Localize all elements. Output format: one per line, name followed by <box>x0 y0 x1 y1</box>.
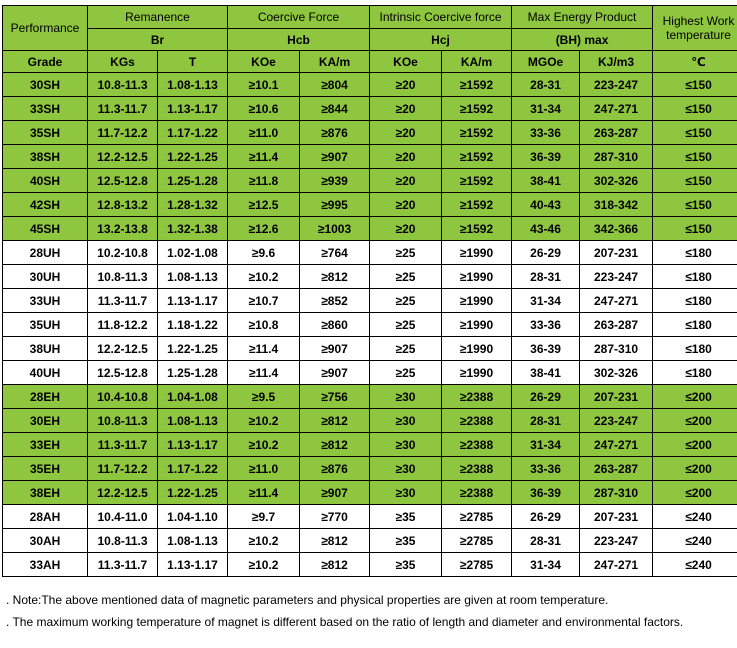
bhmax-mgoe-cell: 31-34 <box>512 289 580 313</box>
hcb-kam-cell: ≥907 <box>300 337 370 361</box>
hcj-koe-cell: ≥25 <box>370 265 442 289</box>
hcj-koe-cell: ≥30 <box>370 433 442 457</box>
bhmax-kjm3-cell: 223-247 <box>580 529 653 553</box>
br-t-cell: 1.08-1.13 <box>158 73 228 97</box>
table-row <box>3 553 737 577</box>
bhmax-mgoe-cell: 28-31 <box>512 73 580 97</box>
max-temp-cell: ≤180 <box>653 289 737 313</box>
hcj-kam-cell: ≥1990 <box>442 361 512 385</box>
grade-cell: 33SH <box>3 97 88 121</box>
table-row <box>3 265 737 289</box>
br-t-cell: 1.28-1.32 <box>158 193 228 217</box>
hcb-kam-cell: ≥804 <box>300 73 370 97</box>
hcj-koe-cell: ≥25 <box>370 289 442 313</box>
intrinsic-coercive-force-header: Intrinsic Coercive force <box>370 6 512 29</box>
hcb-kam-cell: ≥995 <box>300 193 370 217</box>
hcb-kam-cell: ≥764 <box>300 241 370 265</box>
br-kgs-cell: 12.8-13.2 <box>88 193 158 217</box>
table-row <box>3 193 737 217</box>
kjm3-unit-header: KJ/m3 <box>580 51 653 73</box>
bhmax-kjm3-cell: 247-271 <box>580 553 653 577</box>
hcb-kam-cell: ≥852 <box>300 289 370 313</box>
remanence-header: Remanence <box>88 6 228 29</box>
hcj-koe-cell: ≥20 <box>370 193 442 217</box>
max-temp-cell: ≤180 <box>653 313 737 337</box>
hcb-kam-cell: ≥860 <box>300 313 370 337</box>
bhmax-mgoe-cell: 31-34 <box>512 433 580 457</box>
bhmax-mgoe-cell: 38-41 <box>512 361 580 385</box>
bhmax-kjm3-cell: 223-247 <box>580 73 653 97</box>
grade-cell: 30UH <box>3 265 88 289</box>
hcj-koe-cell: ≥20 <box>370 121 442 145</box>
hcj-kam-cell: ≥2388 <box>442 481 512 505</box>
max-temp-cell: ≤150 <box>653 193 737 217</box>
hcj-koe-cell: ≥30 <box>370 457 442 481</box>
bhmax-kjm3-cell: 247-271 <box>580 97 653 121</box>
br-header: Br <box>88 29 228 51</box>
grade-cell: 42SH <box>3 193 88 217</box>
kgs-unit-header: KGs <box>88 51 158 73</box>
table-row <box>3 97 737 121</box>
hcj-kam-cell: ≥1592 <box>442 121 512 145</box>
max-temp-cell: ≤240 <box>653 529 737 553</box>
hcb-kam-cell: ≥907 <box>300 145 370 169</box>
hcj-kam-cell: ≥2388 <box>442 409 512 433</box>
hcb-kam-cell: ≥876 <box>300 121 370 145</box>
hcb-kam-cell: ≥907 <box>300 481 370 505</box>
br-kgs-cell: 10.8-11.3 <box>88 529 158 553</box>
bhmax-mgoe-cell: 38-41 <box>512 169 580 193</box>
bhmax-kjm3-cell: 263-287 <box>580 457 653 481</box>
br-t-cell: 1.32-1.38 <box>158 217 228 241</box>
br-t-cell: 1.22-1.25 <box>158 481 228 505</box>
max-temp-cell: ≤180 <box>653 241 737 265</box>
grade-cell: 30EH <box>3 409 88 433</box>
table-row <box>3 457 737 481</box>
note-max-working-temperature: . The maximum working temperature of magnet is different based on the ratio of length and diameter and environmental factors. <box>6 615 684 629</box>
hcb-kam-cell: ≥1003 <box>300 217 370 241</box>
hcb-kam-cell: ≥812 <box>300 529 370 553</box>
hcb-koe-cell: ≥11.8 <box>228 169 300 193</box>
grade-cell: 35SH <box>3 121 88 145</box>
celsius-unit-header: ℃ <box>653 51 737 73</box>
grade-cell: 30SH <box>3 73 88 97</box>
table-row <box>3 217 737 241</box>
hcb-koe-cell: ≥10.2 <box>228 265 300 289</box>
max-temp-cell: ≤150 <box>653 217 737 241</box>
bhmax-kjm3-cell: 263-287 <box>580 313 653 337</box>
hcb-koe-cell: ≥9.5 <box>228 385 300 409</box>
br-t-cell: 1.25-1.28 <box>158 361 228 385</box>
grade-unit-header: Grade <box>3 51 88 73</box>
hcj-koe-cell: ≥20 <box>370 145 442 169</box>
hcb-kam-cell: ≥812 <box>300 433 370 457</box>
br-kgs-cell: 12.2-12.5 <box>88 145 158 169</box>
max-temp-cell: ≤180 <box>653 337 737 361</box>
hcj-kam-cell: ≥2388 <box>442 433 512 457</box>
bhmax-mgoe-cell: 43-46 <box>512 217 580 241</box>
table-row <box>3 385 737 409</box>
max-energy-product-header: Max Energy Product <box>512 6 653 29</box>
coercive-force-header: Coercive Force <box>228 6 370 29</box>
bhmax-mgoe-cell: 33-36 <box>512 121 580 145</box>
hcj-koe-cell: ≥25 <box>370 361 442 385</box>
max-temp-cell: ≤180 <box>653 265 737 289</box>
grade-cell: 40UH <box>3 361 88 385</box>
table-row <box>3 361 737 385</box>
hcj-koe-cell: ≥25 <box>370 337 442 361</box>
max-temp-cell: ≤180 <box>653 361 737 385</box>
br-kgs-cell: 12.2-12.5 <box>88 481 158 505</box>
koe-unit-header: KOe <box>228 51 300 73</box>
hcb-koe-cell: ≥11.4 <box>228 145 300 169</box>
hcb-koe-cell: ≥10.6 <box>228 97 300 121</box>
bhmax-mgoe-cell: 33-36 <box>512 313 580 337</box>
br-t-cell: 1.17-1.22 <box>158 121 228 145</box>
max-temp-cell: ≤200 <box>653 409 737 433</box>
bhmax-kjm3-cell: 223-247 <box>580 265 653 289</box>
hcb-header: Hcb <box>228 29 370 51</box>
hcb-kam-cell: ≥876 <box>300 457 370 481</box>
br-t-cell: 1.08-1.13 <box>158 265 228 289</box>
hcb-koe-cell: ≥10.2 <box>228 433 300 457</box>
hcj-koe-cell: ≥30 <box>370 385 442 409</box>
hcb-koe-cell: ≥9.7 <box>228 505 300 529</box>
hcb-kam-cell: ≥756 <box>300 385 370 409</box>
hcj-kam-cell: ≥1990 <box>442 241 512 265</box>
grade-cell: 33AH <box>3 553 88 577</box>
mgoe-unit-header: MGOe <box>512 51 580 73</box>
bhmax-kjm3-cell: 247-271 <box>580 433 653 457</box>
br-kgs-cell: 12.2-12.5 <box>88 337 158 361</box>
br-kgs-cell: 11.3-11.7 <box>88 289 158 313</box>
hcj-kam-cell: ≥1592 <box>442 97 512 121</box>
grade-cell: 28UH <box>3 241 88 265</box>
grade-cell: 38EH <box>3 481 88 505</box>
hcj-kam-cell: ≥1592 <box>442 217 512 241</box>
hcj-kam-cell: ≥1592 <box>442 145 512 169</box>
hcj-kam-cell: ≥1990 <box>442 265 512 289</box>
hcj-koe-cell: ≥35 <box>370 529 442 553</box>
br-kgs-cell: 11.8-12.2 <box>88 313 158 337</box>
bhmax-kjm3-cell: 302-326 <box>580 361 653 385</box>
bhmax-mgoe-cell: 26-29 <box>512 385 580 409</box>
hcb-koe-cell: ≥10.8 <box>228 313 300 337</box>
hcj-koe-cell: ≥30 <box>370 409 442 433</box>
max-temp-cell: ≤150 <box>653 73 737 97</box>
bhmax-mgoe-cell: 26-29 <box>512 241 580 265</box>
grade-rows <box>3 73 737 577</box>
grade-cell: 33UH <box>3 289 88 313</box>
bhmax-mgoe-cell: 36-39 <box>512 145 580 169</box>
table-row <box>3 145 737 169</box>
hcb-koe-cell: ≥11.4 <box>228 337 300 361</box>
bhmax-kjm3-cell: 247-271 <box>580 289 653 313</box>
hcj-koe-cell: ≥20 <box>370 169 442 193</box>
bhmax-mgoe-cell: 28-31 <box>512 409 580 433</box>
grade-cell: 35EH <box>3 457 88 481</box>
br-kgs-cell: 12.5-12.8 <box>88 361 158 385</box>
highest-work-temp-header: Highest Work temperature <box>653 6 737 51</box>
bhmax-kjm3-cell: 223-247 <box>580 409 653 433</box>
max-temp-cell: ≤150 <box>653 145 737 169</box>
hcb-koe-cell: ≥10.2 <box>228 409 300 433</box>
br-kgs-cell: 10.2-10.8 <box>88 241 158 265</box>
bhmax-kjm3-cell: 342-366 <box>580 217 653 241</box>
hcb-koe-cell: ≥11.0 <box>228 457 300 481</box>
hcj-kam-cell: ≥2785 <box>442 529 512 553</box>
grade-cell: 40SH <box>3 169 88 193</box>
hcb-kam-cell: ≥844 <box>300 97 370 121</box>
magnet-grade-table-container <box>2 5 734 577</box>
br-t-cell: 1.13-1.17 <box>158 433 228 457</box>
hcb-koe-cell: ≥12.5 <box>228 193 300 217</box>
grade-cell: 38UH <box>3 337 88 361</box>
grade-cell: 28AH <box>3 505 88 529</box>
br-kgs-cell: 13.2-13.8 <box>88 217 158 241</box>
kam-unit-header: KA/m <box>300 51 370 73</box>
br-t-cell: 1.22-1.25 <box>158 145 228 169</box>
max-temp-cell: ≤200 <box>653 481 737 505</box>
grade-cell: 30AH <box>3 529 88 553</box>
hcj-kam-cell: ≥1592 <box>442 193 512 217</box>
hcb-koe-cell: ≥10.2 <box>228 553 300 577</box>
bhmax-mgoe-cell: 28-31 <box>512 529 580 553</box>
hcb-koe-cell: ≥12.6 <box>228 217 300 241</box>
hcj-kam-cell: ≥2388 <box>442 457 512 481</box>
table-row <box>3 241 737 265</box>
hcb-koe-cell: ≥10.2 <box>228 529 300 553</box>
bhmax-kjm3-cell: 287-310 <box>580 481 653 505</box>
br-t-cell: 1.08-1.13 <box>158 529 228 553</box>
hcb-kam-cell: ≥939 <box>300 169 370 193</box>
br-t-cell: 1.22-1.25 <box>158 337 228 361</box>
bhmax-kjm3-cell: 318-342 <box>580 193 653 217</box>
note-room-temperature: . Note:The above mentioned data of magnetic parameters and physical properties are given at room temperature. <box>6 593 609 607</box>
br-kgs-cell: 10.8-11.3 <box>88 73 158 97</box>
hcj-koe-cell: ≥25 <box>370 313 442 337</box>
br-t-cell: 1.02-1.08 <box>158 241 228 265</box>
magnet-grade-table <box>2 5 737 577</box>
br-kgs-cell: 11.7-12.2 <box>88 121 158 145</box>
bhmax-mgoe-cell: 31-34 <box>512 97 580 121</box>
hcj-kam-cell: ≥1592 <box>442 73 512 97</box>
hcj-kam-cell: ≥1592 <box>442 169 512 193</box>
bhmax-mgoe-cell: 26-29 <box>512 505 580 529</box>
grade-cell: 28EH <box>3 385 88 409</box>
table-row <box>3 481 737 505</box>
hcb-kam-cell: ≥770 <box>300 505 370 529</box>
hcj-kam-cell: ≥1990 <box>442 289 512 313</box>
hcb-koe-cell: ≥10.7 <box>228 289 300 313</box>
hcb-koe-cell: ≥11.0 <box>228 121 300 145</box>
br-kgs-cell: 10.4-10.8 <box>88 385 158 409</box>
hcj-koe-cell: ≥30 <box>370 481 442 505</box>
br-t-cell: 1.04-1.10 <box>158 505 228 529</box>
max-temp-cell: ≤240 <box>653 553 737 577</box>
bhmax-kjm3-cell: 287-310 <box>580 145 653 169</box>
table-row <box>3 337 737 361</box>
max-temp-cell: ≤150 <box>653 121 737 145</box>
bhmax-mgoe-cell: 33-36 <box>512 457 580 481</box>
br-t-cell: 1.13-1.17 <box>158 289 228 313</box>
bhmax-kjm3-cell: 263-287 <box>580 121 653 145</box>
table-row <box>3 529 737 553</box>
br-kgs-cell: 11.7-12.2 <box>88 457 158 481</box>
max-temp-cell: ≤240 <box>653 505 737 529</box>
table-row <box>3 505 737 529</box>
table-row <box>3 121 737 145</box>
br-kgs-cell: 11.3-11.7 <box>88 433 158 457</box>
hcb-kam-cell: ≥812 <box>300 265 370 289</box>
br-kgs-cell: 11.3-11.7 <box>88 97 158 121</box>
max-temp-cell: ≤200 <box>653 433 737 457</box>
hcb-kam-cell: ≥812 <box>300 409 370 433</box>
hcj-koe-cell: ≥35 <box>370 505 442 529</box>
grade-cell: 33EH <box>3 433 88 457</box>
br-kgs-cell: 10.4-11.0 <box>88 505 158 529</box>
hcb-koe-cell: ≥10.1 <box>228 73 300 97</box>
bhmax-kjm3-cell: 287-310 <box>580 337 653 361</box>
hcb-koe-cell: ≥11.4 <box>228 481 300 505</box>
br-kgs-cell: 10.8-11.3 <box>88 409 158 433</box>
hcj-koe-cell: ≥35 <box>370 553 442 577</box>
bhmax-kjm3-cell: 302-326 <box>580 169 653 193</box>
performance-header: Performance <box>3 6 88 51</box>
br-t-cell: 1.25-1.28 <box>158 169 228 193</box>
br-t-cell: 1.17-1.22 <box>158 457 228 481</box>
max-temp-cell: ≤200 <box>653 385 737 409</box>
br-t-cell: 1.08-1.13 <box>158 409 228 433</box>
bhmax-mgoe-cell: 40-43 <box>512 193 580 217</box>
bhmax-mgoe-cell: 31-34 <box>512 553 580 577</box>
grade-cell: 38SH <box>3 145 88 169</box>
br-t-cell: 1.13-1.17 <box>158 97 228 121</box>
max-temp-cell: ≤150 <box>653 169 737 193</box>
bhmax-mgoe-cell: 36-39 <box>512 337 580 361</box>
br-kgs-cell: 12.5-12.8 <box>88 169 158 193</box>
t-unit-header: T <box>158 51 228 73</box>
hcj-koe-cell: ≥20 <box>370 217 442 241</box>
bh-max-header: (BH) max <box>512 29 653 51</box>
br-kgs-cell: 10.8-11.3 <box>88 265 158 289</box>
table-row <box>3 409 737 433</box>
bhmax-kjm3-cell: 207-231 <box>580 505 653 529</box>
table-row <box>3 313 737 337</box>
grade-cell: 35UH <box>3 313 88 337</box>
kam-intrinsic-unit-header: KA/m <box>442 51 512 73</box>
hcj-kam-cell: ≥2785 <box>442 505 512 529</box>
hcb-koe-cell: ≥11.4 <box>228 361 300 385</box>
bhmax-kjm3-cell: 207-231 <box>580 385 653 409</box>
hcb-kam-cell: ≥812 <box>300 553 370 577</box>
table-row <box>3 289 737 313</box>
hcb-kam-cell: ≥907 <box>300 361 370 385</box>
bhmax-mgoe-cell: 28-31 <box>512 265 580 289</box>
br-t-cell: 1.18-1.22 <box>158 313 228 337</box>
hcj-kam-cell: ≥2388 <box>442 385 512 409</box>
hcj-koe-cell: ≥20 <box>370 73 442 97</box>
hcj-koe-cell: ≥20 <box>370 97 442 121</box>
hcj-kam-cell: ≥2785 <box>442 553 512 577</box>
hcb-koe-cell: ≥9.6 <box>228 241 300 265</box>
max-temp-cell: ≤150 <box>653 97 737 121</box>
br-t-cell: 1.04-1.08 <box>158 385 228 409</box>
bhmax-kjm3-cell: 207-231 <box>580 241 653 265</box>
br-kgs-cell: 11.3-11.7 <box>88 553 158 577</box>
hcj-koe-cell: ≥25 <box>370 241 442 265</box>
br-t-cell: 1.13-1.17 <box>158 553 228 577</box>
grade-cell: 45SH <box>3 217 88 241</box>
hcj-kam-cell: ≥1990 <box>442 337 512 361</box>
hcj-kam-cell: ≥1990 <box>442 313 512 337</box>
table-row <box>3 73 737 97</box>
table-row <box>3 169 737 193</box>
koe-intrinsic-unit-header: KOe <box>370 51 442 73</box>
hcj-header: Hcj <box>370 29 512 51</box>
max-temp-cell: ≤200 <box>653 457 737 481</box>
notes <box>6 590 731 634</box>
table-row <box>3 433 737 457</box>
bhmax-mgoe-cell: 36-39 <box>512 481 580 505</box>
